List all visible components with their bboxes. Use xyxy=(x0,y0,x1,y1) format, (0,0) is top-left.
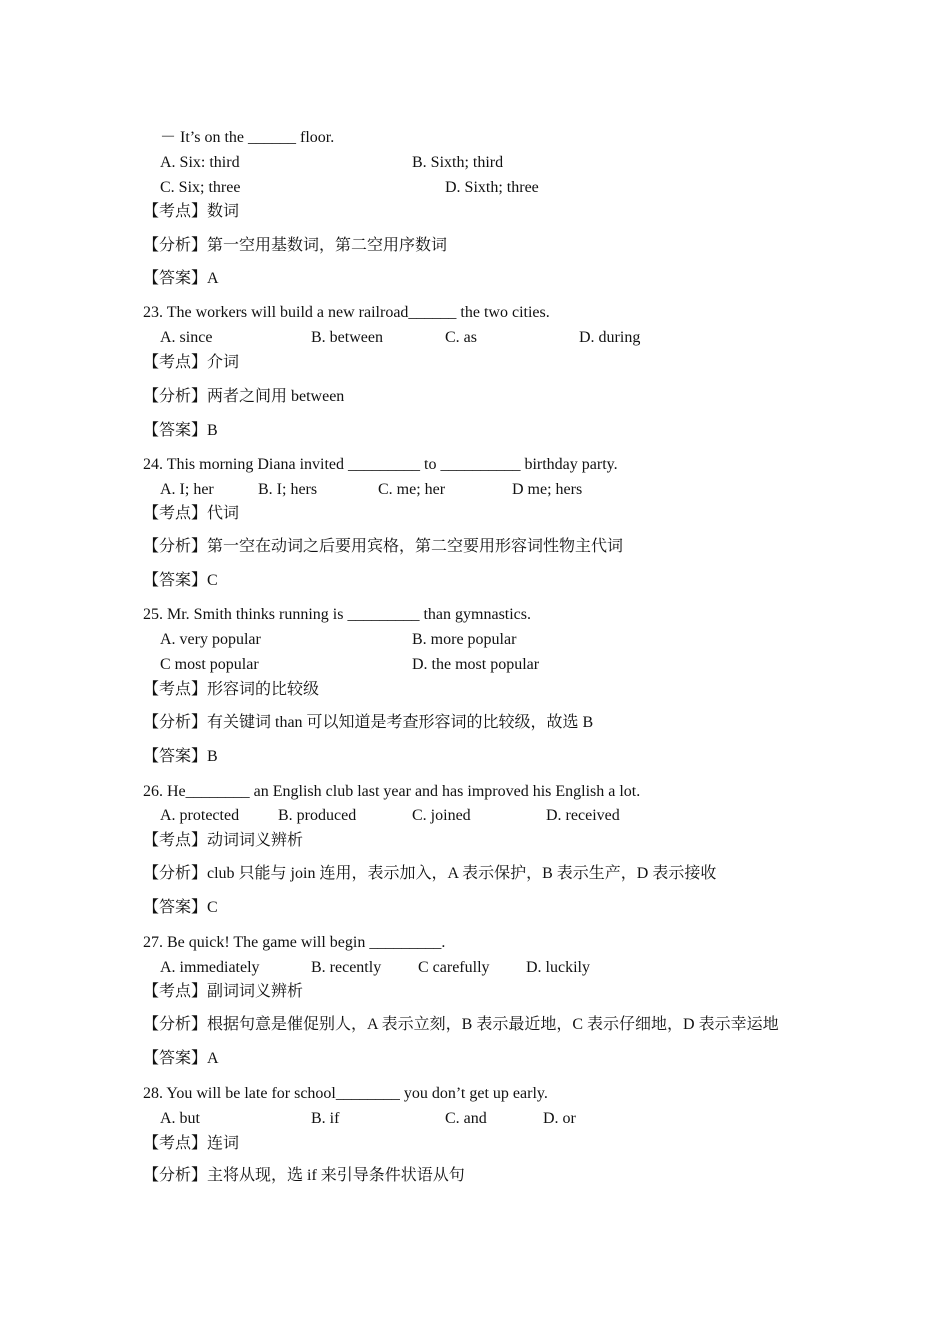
q23-option-c: C. as xyxy=(445,329,477,346)
q27-daan: 【答案】A xyxy=(143,1050,219,1067)
q28-question: 28. You will be late for school________ you don’t get up early. xyxy=(143,1085,548,1102)
q27-option-b: B. recently xyxy=(311,959,382,976)
q24-option-c: C. me; her xyxy=(378,481,446,498)
q28-option-c: C. and xyxy=(445,1110,487,1127)
q23-option-d: D. during xyxy=(579,329,641,346)
q23-daan: 【答案】B xyxy=(143,422,218,439)
q22-daan: 【答案】A xyxy=(143,270,219,287)
q22-option-d: D. Sixth; three xyxy=(445,179,539,196)
q24-option-b: B. I; hers xyxy=(258,481,318,498)
q22-answer-line: － It’s on the ______ floor. xyxy=(160,129,335,146)
q23-option-a: A. since xyxy=(160,329,213,346)
q25-option-d: D. the most popular xyxy=(412,656,540,673)
q24-option-a: A. I; her xyxy=(160,481,214,498)
q26-option-b: B. produced xyxy=(278,807,357,824)
q22-option-a: A. Six: third xyxy=(160,154,240,171)
q27-option-c: C carefully xyxy=(418,959,490,976)
q25-question: 25. Mr. Smith thinks running is _________ than gymnastics. xyxy=(143,606,532,623)
q27-question: 27. Be quick! The game will begin _________. xyxy=(143,934,446,951)
q25-daan: 【答案】B xyxy=(143,748,218,765)
q26-option-a: A. protected xyxy=(160,807,240,824)
q25-option-c: C most popular xyxy=(160,656,259,673)
q26-option-c: C. joined xyxy=(412,807,471,824)
q22-fenxi: 【分析】第一空用基数词，第二空用序数词 xyxy=(143,237,448,254)
q25-option-b: B. more popular xyxy=(412,631,517,648)
q25-kaodian: 【考点】形容词的比较级 xyxy=(143,681,320,698)
q24-fenxi: 【分析】第一空在动词之后要用宾格，第二空要用形容词性物主代词 xyxy=(143,538,624,555)
q27-option-d: D. luckily xyxy=(526,959,590,976)
q27-fenxi: 【分析】根据句意是催促别人，A 表示立刻，B 表示最近地，C 表示仔细地，D 表示幸运地 xyxy=(143,1016,779,1033)
q28-option-a: A. but xyxy=(160,1110,200,1127)
q25-fenxi: 【分析】有关键词 than 可以知道是考查形容词的比较级，故选 B xyxy=(143,714,594,731)
q22-option-b: B. Sixth; third xyxy=(412,154,504,171)
q22-option-c: C. Six; three xyxy=(160,179,241,196)
q28-option-d: D. or xyxy=(543,1110,576,1127)
q23-fenxi: 【分析】两者之间用 between xyxy=(143,388,345,405)
q26-question: 26. He________ an English club last year and has improved his English a lot. xyxy=(143,783,641,800)
q24-daan: 【答案】C xyxy=(143,572,218,589)
q28-option-b: B. if xyxy=(311,1110,340,1127)
q22-kaodian: 【考点】数词 xyxy=(143,203,240,220)
q23-option-b: B. between xyxy=(311,329,383,346)
q24-question: 24. This morning Diana invited _________ to __________ birthday party. xyxy=(143,456,618,473)
q26-daan: 【答案】C xyxy=(143,899,218,916)
q24-kaodian: 【考点】代词 xyxy=(143,505,240,522)
q24-option-d: D me; hers xyxy=(512,481,583,498)
q28-fenxi: 【分析】主将从现，选 if 来引导条件状语从句 xyxy=(143,1167,465,1184)
q26-kaodian: 【考点】动词词义辨析 xyxy=(143,832,304,849)
q27-option-a: A. immediately xyxy=(160,959,260,976)
q23-kaodian: 【考点】介词 xyxy=(143,354,240,371)
q27-kaodian: 【考点】副词词义辨析 xyxy=(143,983,304,1000)
q28-kaodian: 【考点】连词 xyxy=(143,1135,240,1152)
q26-fenxi: 【分析】club 只能与 join 连用，表示加入，A 表示保护，B 表示生产，D 表示接收 xyxy=(143,865,717,882)
q25-option-a: A. very popular xyxy=(160,631,261,648)
q23-question: 23. The workers will build a new railroad______ the two cities. xyxy=(143,304,550,321)
q26-option-d: D. received xyxy=(546,807,620,824)
